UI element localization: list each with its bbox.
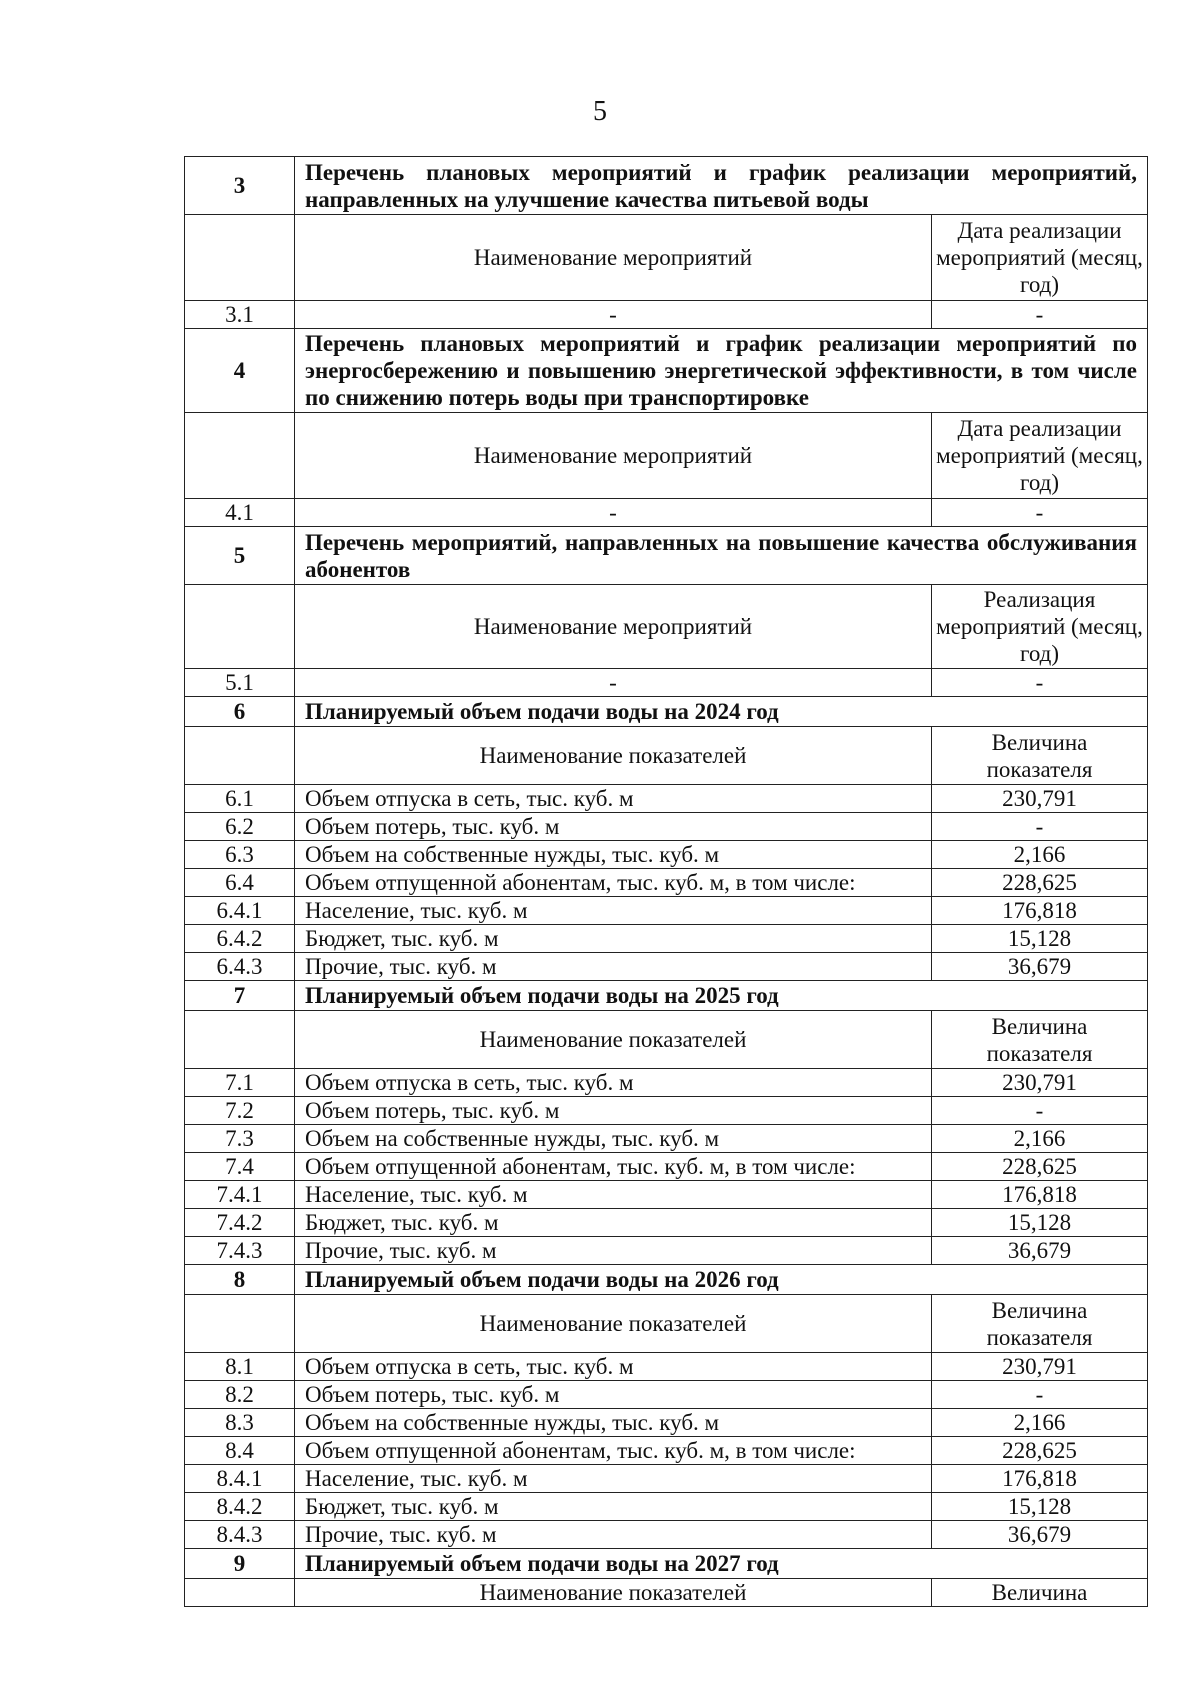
row-name: Население, тыс. куб. м xyxy=(295,897,932,925)
column-header-row xyxy=(185,413,1148,499)
section-header-row xyxy=(185,527,1148,585)
column-header-name: Наименование показателей xyxy=(295,1579,932,1607)
page-number: 5 xyxy=(593,96,607,127)
column-header-row xyxy=(185,1579,1148,1607)
row-number: 7.2 xyxy=(185,1097,295,1125)
row-value: 15,128 xyxy=(932,1493,1148,1521)
table-row xyxy=(185,669,1148,697)
row-number: 5.1 xyxy=(185,669,295,697)
row-value: 230,791 xyxy=(932,1353,1148,1381)
row-name: Прочие, тыс. куб. м xyxy=(295,1237,932,1265)
table-row xyxy=(185,1181,1148,1209)
column-header-name: Наименование показателей xyxy=(295,727,932,785)
section-header-row xyxy=(185,981,1148,1011)
row-name: Объем потерь, тыс. куб. м xyxy=(295,1097,932,1125)
column-header-value: Величина показателя xyxy=(932,1011,1148,1069)
column-header-row xyxy=(185,727,1148,785)
column-header-value: Величина xyxy=(932,1579,1148,1607)
row-number: 7.4 xyxy=(185,1153,295,1181)
row-name: Объем отпущенной абонентам, тыс. куб. м, в том числе: xyxy=(295,1437,932,1465)
row-name: Объем потерь, тыс. куб. м xyxy=(295,1381,932,1409)
row-name: Объем отпущенной абонентам, тыс. куб. м, в том числе: xyxy=(295,1153,932,1181)
section-number: 8 xyxy=(185,1265,295,1295)
row-value: 176,818 xyxy=(932,897,1148,925)
document-table xyxy=(184,156,1148,1607)
row-value: - xyxy=(932,301,1148,329)
column-header-name: Наименование показателей xyxy=(295,1011,932,1069)
table-row xyxy=(185,1209,1148,1237)
section-header-row xyxy=(185,157,1148,215)
section-title: Планируемый объем подачи воды на 2027 год xyxy=(295,1549,1148,1579)
column-header-number xyxy=(185,215,295,301)
row-value: 36,679 xyxy=(932,1521,1148,1549)
row-value: 2,166 xyxy=(932,841,1148,869)
column-header-name: Наименование мероприятий xyxy=(295,215,932,301)
row-value: 2,166 xyxy=(932,1409,1148,1437)
row-value: 176,818 xyxy=(932,1465,1148,1493)
section-number: 9 xyxy=(185,1549,295,1579)
row-value: - xyxy=(932,1381,1148,1409)
section-title: Планируемый объем подачи воды на 2024 год xyxy=(295,697,1148,727)
row-number: 8.4 xyxy=(185,1437,295,1465)
row-number: 6.1 xyxy=(185,785,295,813)
section-number: 6 xyxy=(185,697,295,727)
row-name: Объем отпуска в сеть, тыс. куб. м xyxy=(295,785,932,813)
row-name: Объем отпуска в сеть, тыс. куб. м xyxy=(295,1353,932,1381)
table-row xyxy=(185,1465,1148,1493)
section-title: Перечень плановых мероприятий и график реализации мероприятий, направленных на улучшение качества питьевой воды xyxy=(295,157,1148,215)
section-header-row xyxy=(185,329,1148,413)
table-row xyxy=(185,869,1148,897)
section-number: 3 xyxy=(185,157,295,215)
table-row xyxy=(185,785,1148,813)
column-header-name: Наименование мероприятий xyxy=(295,585,932,669)
section-number: 4 xyxy=(185,329,295,413)
row-number: 8.4.3 xyxy=(185,1521,295,1549)
row-value: 36,679 xyxy=(932,1237,1148,1265)
row-value: 228,625 xyxy=(932,1153,1148,1181)
row-value: 36,679 xyxy=(932,953,1148,981)
row-number: 8.4.1 xyxy=(185,1465,295,1493)
row-value: 2,166 xyxy=(932,1125,1148,1153)
table-row xyxy=(185,1353,1148,1381)
section-header-row xyxy=(185,697,1148,727)
table-row xyxy=(185,1125,1148,1153)
row-number: 4.1 xyxy=(185,499,295,527)
row-value: - xyxy=(932,813,1148,841)
row-name: Бюджет, тыс. куб. м xyxy=(295,1493,932,1521)
column-header-value: Реализация мероприятий (месяц, год) xyxy=(932,585,1148,669)
column-header-row xyxy=(185,1295,1148,1353)
row-value: 176,818 xyxy=(932,1181,1148,1209)
column-header-name: Наименование мероприятий xyxy=(295,413,932,499)
row-number: 6.4.2 xyxy=(185,925,295,953)
section-number: 5 xyxy=(185,527,295,585)
row-name: - xyxy=(295,669,932,697)
table-row xyxy=(185,925,1148,953)
row-name: - xyxy=(295,301,932,329)
row-value: 15,128 xyxy=(932,1209,1148,1237)
row-number: 8.1 xyxy=(185,1353,295,1381)
row-value: 230,791 xyxy=(932,785,1148,813)
row-number: 7.4.1 xyxy=(185,1181,295,1209)
row-value: 15,128 xyxy=(932,925,1148,953)
row-name: Прочие, тыс. куб. м xyxy=(295,1521,932,1549)
row-name: Население, тыс. куб. м xyxy=(295,1465,932,1493)
section-title: Планируемый объем подачи воды на 2025 год xyxy=(295,981,1148,1011)
section-title: Планируемый объем подачи воды на 2026 год xyxy=(295,1265,1148,1295)
row-number: 8.4.2 xyxy=(185,1493,295,1521)
table-row xyxy=(185,813,1148,841)
column-header-value: Дата реализации мероприятий (месяц, год) xyxy=(932,215,1148,301)
table-row xyxy=(185,1381,1148,1409)
table-row xyxy=(185,1153,1148,1181)
section-title: Перечень мероприятий, направленных на повышение качества обслуживания абонентов xyxy=(295,527,1148,585)
column-header-value: Дата реализации мероприятий (месяц, год) xyxy=(932,413,1148,499)
row-number: 8.3 xyxy=(185,1409,295,1437)
row-name: - xyxy=(295,499,932,527)
column-header-value: Величина показателя xyxy=(932,727,1148,785)
section-header-row xyxy=(185,1549,1148,1579)
column-header-number xyxy=(185,727,295,785)
table-row xyxy=(185,1409,1148,1437)
row-name: Объем отпущенной абонентам, тыс. куб. м, в том числе: xyxy=(295,869,932,897)
row-number: 6.4.1 xyxy=(185,897,295,925)
table-row xyxy=(185,499,1148,527)
row-value: 228,625 xyxy=(932,1437,1148,1465)
row-name: Объем отпуска в сеть, тыс. куб. м xyxy=(295,1069,932,1097)
column-header-number xyxy=(185,1011,295,1069)
row-value: 230,791 xyxy=(932,1069,1148,1097)
section-header-row xyxy=(185,1265,1148,1295)
row-number: 3.1 xyxy=(185,301,295,329)
row-name: Прочие, тыс. куб. м xyxy=(295,953,932,981)
section-number: 7 xyxy=(185,981,295,1011)
row-number: 7.4.3 xyxy=(185,1237,295,1265)
column-header-name: Наименование показателей xyxy=(295,1295,932,1353)
row-value: - xyxy=(932,669,1148,697)
table-row xyxy=(185,1097,1148,1125)
table-row xyxy=(185,841,1148,869)
row-name: Объем на собственные нужды, тыс. куб. м xyxy=(295,1125,932,1153)
table-row xyxy=(185,1437,1148,1465)
column-header-value: Величина показателя xyxy=(932,1295,1148,1353)
table-row xyxy=(185,301,1148,329)
row-number: 7.4.2 xyxy=(185,1209,295,1237)
table-row xyxy=(185,953,1148,981)
column-header-row xyxy=(185,215,1148,301)
column-header-row xyxy=(185,1011,1148,1069)
table-row xyxy=(185,1069,1148,1097)
column-header-number xyxy=(185,1295,295,1353)
row-number: 7.1 xyxy=(185,1069,295,1097)
table-row xyxy=(185,1493,1148,1521)
row-name: Бюджет, тыс. куб. м xyxy=(295,1209,932,1237)
row-number: 8.2 xyxy=(185,1381,295,1409)
row-number: 6.3 xyxy=(185,841,295,869)
row-name: Объем на собственные нужды, тыс. куб. м xyxy=(295,841,932,869)
row-number: 6.2 xyxy=(185,813,295,841)
row-number: 7.3 xyxy=(185,1125,295,1153)
row-value: - xyxy=(932,499,1148,527)
table-row xyxy=(185,897,1148,925)
row-value: - xyxy=(932,1097,1148,1125)
column-header-number xyxy=(185,413,295,499)
table-row xyxy=(185,1521,1148,1549)
row-name: Бюджет, тыс. куб. м xyxy=(295,925,932,953)
row-name: Объем на собственные нужды, тыс. куб. м xyxy=(295,1409,932,1437)
row-value: 228,625 xyxy=(932,869,1148,897)
column-header-row xyxy=(185,585,1148,669)
row-number: 6.4.3 xyxy=(185,953,295,981)
row-name: Население, тыс. куб. м xyxy=(295,1181,932,1209)
column-header-number xyxy=(185,1579,295,1607)
row-number: 6.4 xyxy=(185,869,295,897)
column-header-number xyxy=(185,585,295,669)
section-title: Перечень плановых мероприятий и график реализации мероприятий по энергосбережению и повышению энергетической эффективности, в том числе по снижению потерь воды при транспортировке xyxy=(295,329,1148,413)
table-row xyxy=(185,1237,1148,1265)
row-name: Объем потерь, тыс. куб. м xyxy=(295,813,932,841)
